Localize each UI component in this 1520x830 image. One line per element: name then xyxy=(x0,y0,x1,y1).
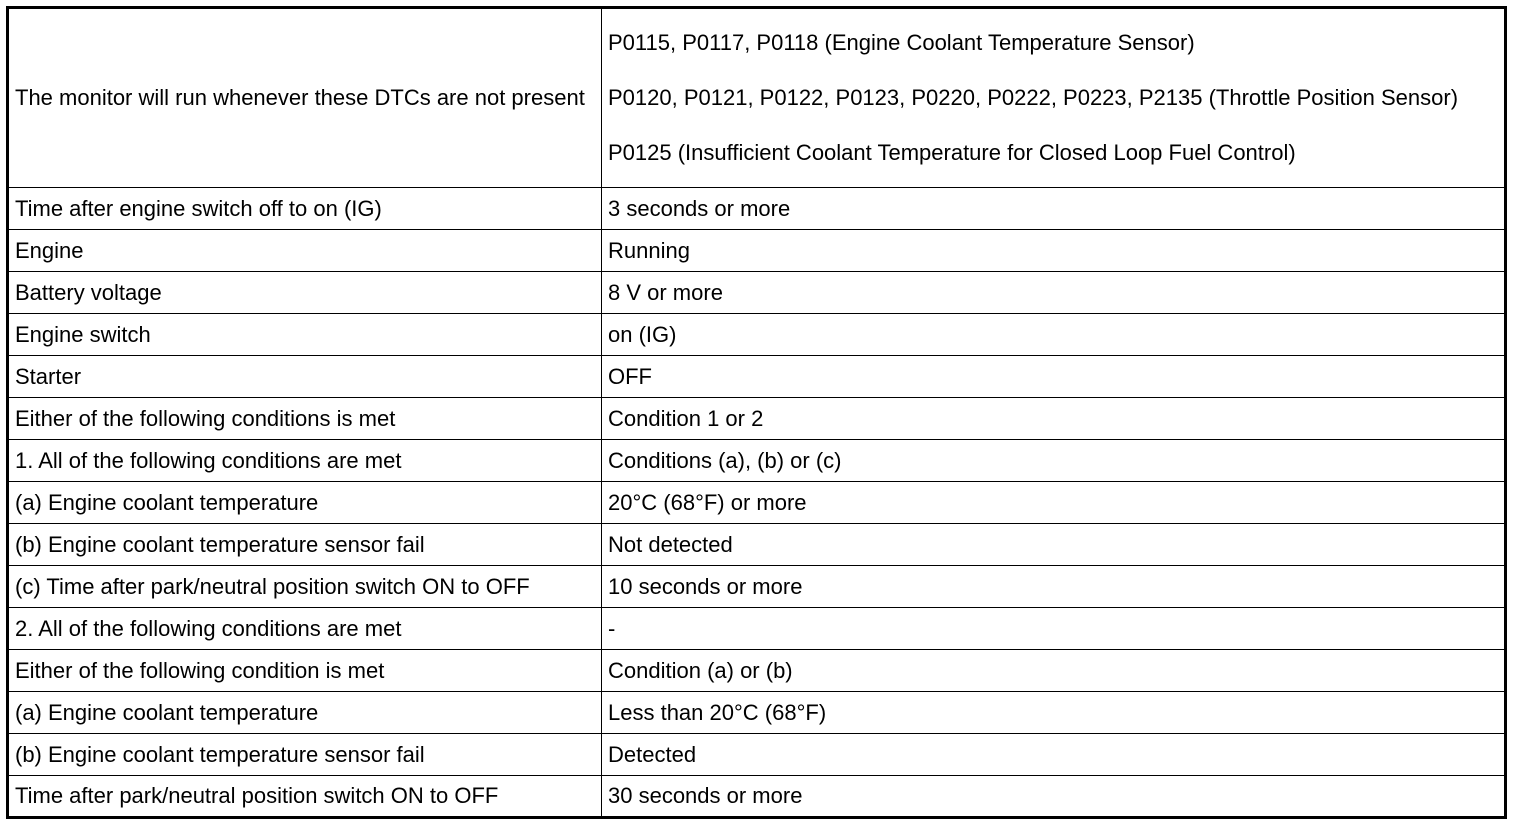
monitor-conditions-table xyxy=(6,6,1507,819)
condition-value: 3 seconds or more xyxy=(602,188,1506,230)
table-row xyxy=(8,272,1506,314)
table-row xyxy=(8,188,1506,230)
condition-value: Condition (a) or (b) xyxy=(602,650,1506,692)
condition-label: (b) Engine coolant temperature sensor fail xyxy=(8,524,602,566)
condition-label: Engine switch xyxy=(8,314,602,356)
table-row xyxy=(8,314,1506,356)
condition-label: (c) Time after park/neutral position switch ON to OFF xyxy=(8,566,602,608)
condition-value: on (IG) xyxy=(602,314,1506,356)
condition-label: (b) Engine coolant temperature sensor fail xyxy=(8,734,602,776)
table-row xyxy=(8,440,1506,482)
table-row xyxy=(8,230,1506,272)
condition-value: - xyxy=(602,608,1506,650)
condition-value: OFF xyxy=(602,356,1506,398)
table-row xyxy=(8,8,1506,188)
condition-value: Running xyxy=(602,230,1506,272)
condition-value: 20°C (68°F) or more xyxy=(602,482,1506,524)
condition-value: Condition 1 or 2 xyxy=(602,398,1506,440)
condition-value: Not detected xyxy=(602,524,1506,566)
condition-label: Time after park/neutral position switch ON to OFF xyxy=(8,776,602,818)
condition-label: (a) Engine coolant temperature xyxy=(8,482,602,524)
table-row xyxy=(8,398,1506,440)
condition-label: Either of the following conditions is met xyxy=(8,398,602,440)
condition-value: 30 seconds or more xyxy=(602,776,1506,818)
condition-value: Less than 20°C (68°F) xyxy=(602,692,1506,734)
condition-label: Either of the following condition is met xyxy=(8,650,602,692)
condition-label: 1. All of the following conditions are met xyxy=(8,440,602,482)
dtc-list-coolant-sensor: P0115, P0117, P0118 (Engine Coolant Temperature Sensor) xyxy=(608,30,1195,55)
condition-label: (a) Engine coolant temperature xyxy=(8,692,602,734)
condition-value xyxy=(602,8,1506,188)
condition-label: Starter xyxy=(8,356,602,398)
table-row xyxy=(8,650,1506,692)
condition-value: 10 seconds or more xyxy=(602,566,1506,608)
table-row xyxy=(8,524,1506,566)
dtc-list-coolant-temp: P0125 (Insufficient Coolant Temperature for Closed Loop Fuel Control) xyxy=(608,140,1296,165)
dtc-list-throttle-sensor: P0120, P0121, P0122, P0123, P0220, P0222, P0223, P2135 (Throttle Position Sensor) xyxy=(608,85,1459,110)
table-row xyxy=(8,608,1506,650)
condition-label: 2. All of the following conditions are met xyxy=(8,608,602,650)
condition-value: Detected xyxy=(602,734,1506,776)
condition-label: Battery voltage xyxy=(8,272,602,314)
table-row xyxy=(8,776,1506,818)
table-row xyxy=(8,692,1506,734)
table-row xyxy=(8,734,1506,776)
condition-label: Time after engine switch off to on (IG) xyxy=(8,188,602,230)
condition-label: The monitor will run whenever these DTCs are not present xyxy=(8,8,602,188)
condition-value: Conditions (a), (b) or (c) xyxy=(602,440,1506,482)
table-row xyxy=(8,356,1506,398)
table-row xyxy=(8,566,1506,608)
table-row xyxy=(8,482,1506,524)
condition-label: Engine xyxy=(8,230,602,272)
condition-value: 8 V or more xyxy=(602,272,1506,314)
